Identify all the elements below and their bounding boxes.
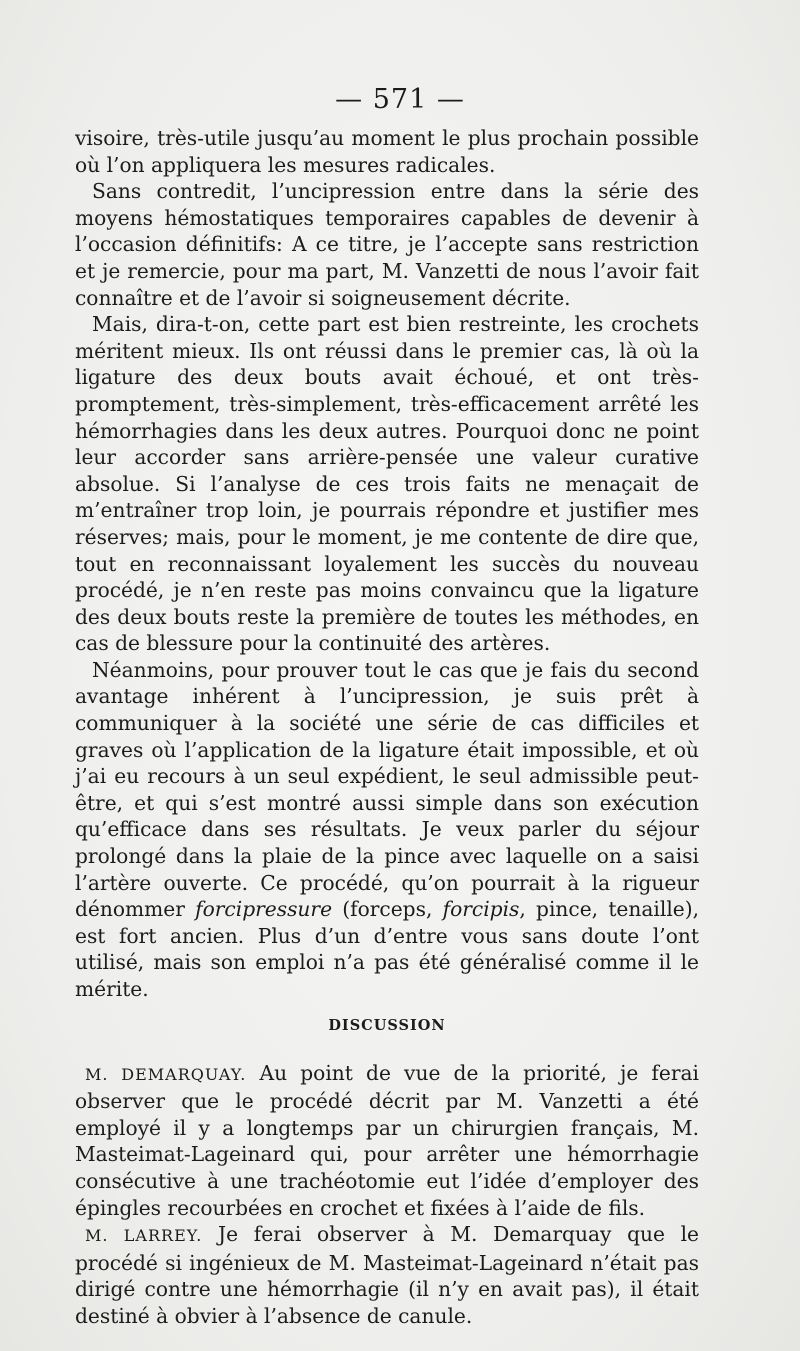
paragraph-text: Néanmoins, pour prouver tout le cas que je fais du second avantage inhérent à l’uncipression, je suis prêt à communiquer à la société une série de cas difficiles et graves où l’application de la ligature était impossible, et où j’ai eu recours à un seul expédient, le seul admissible peut-être, et qui s’est montré aussi simple dans son exécution qu’efficace dans ses résultats. Je veux parler du séjour prolongé dans la plaie de la pince avec laquelle on a saisi l’artère ouverte. Ce procédé, qu’on pourrait à la rigueur dénommer bbox=[75, 657, 699, 922]
page-number: — 571 — bbox=[335, 84, 465, 115]
italic-term: forcipis bbox=[442, 897, 520, 922]
discussion-entry bbox=[75, 1060, 699, 1222]
section-heading: DISCUSSION bbox=[328, 1016, 446, 1034]
paragraph bbox=[75, 657, 699, 1003]
paragraph: Mais, dira-t-on, cette part est bien restreinte, les crochets méritent mieux. Ils ont réussi dans le premier cas, là où la ligature des deux bouts avait échoué, et ont très-promptement, très-simplement, très-efficacement arrêté les hémorrhagies dans les deux autres. Pourquoi donc ne point leur accorder sans arrière-pensée une valeur curative absolue. Si l’analyse de ces trois faits ne menaçait de m’entraîner trop loin, je pourrais répondre et justifier mes réserves; mais, pour le moment, je me contente de dire que, tout en reconnaissant loyalement les succès du nouveau procédé, je n’en reste pas moins convaincu que la ligature des deux bouts reste la première de toutes les méthodes, en cas de blessure pour la continuité des artères. bbox=[75, 312, 699, 656]
speaker-text: Je ferai observer à M. Demarquay que le procédé si ingénieux de M. Masteimat-Lageinard n’était pas dirigé contre une hémorrhagie (il n’y en avait pas), il était destiné à obvier à l’absence de canule. bbox=[75, 1222, 700, 1328]
paragraph: Sans contredit, l’uncipression entre dans la série des moyens hémostatiques temporaires capables de devenir à l’occasion définitifs: A ce titre, je l’accepte sans restriction et je remercie, pour ma part, M. Vanzetti de nous l’avoir fait connaître et de l’avoir si soigneusement décrite. bbox=[75, 179, 699, 310]
speaker-name: M. LARREY. bbox=[85, 1226, 203, 1246]
paragraph: visoire, très-utile jusqu’au moment le plus prochain possible où l’on appliquera les mesures radicales. bbox=[75, 126, 699, 177]
italic-term: forcipressure bbox=[195, 897, 333, 922]
body-text bbox=[75, 125, 699, 1330]
speaker-name: M. DEMARQUAY. bbox=[85, 1064, 247, 1084]
discussion-entry bbox=[75, 1221, 699, 1329]
speaker-text: Au point de vue de la priorité, je ferai observer que le procédé décrit par M. Vanzetti a été employé il y a longtemps par un chirurgien français, M. Masteimat-Lageinard qui, pour arrêter une hémorrhagie consécutive à une trachéotomie eut l’idée d’employer des épingles recourbées en crochet et fixées à l’aide de fils. bbox=[75, 1060, 699, 1220]
paragraph-text: (forceps, bbox=[342, 897, 433, 922]
paragraph-text: , pince, tenaille), est fort ancien. Plus d’un d’entre vous sans doute l’ont utilisé, mais son emploi n’a pas été généralisé comme il le mérite. bbox=[75, 897, 700, 1001]
